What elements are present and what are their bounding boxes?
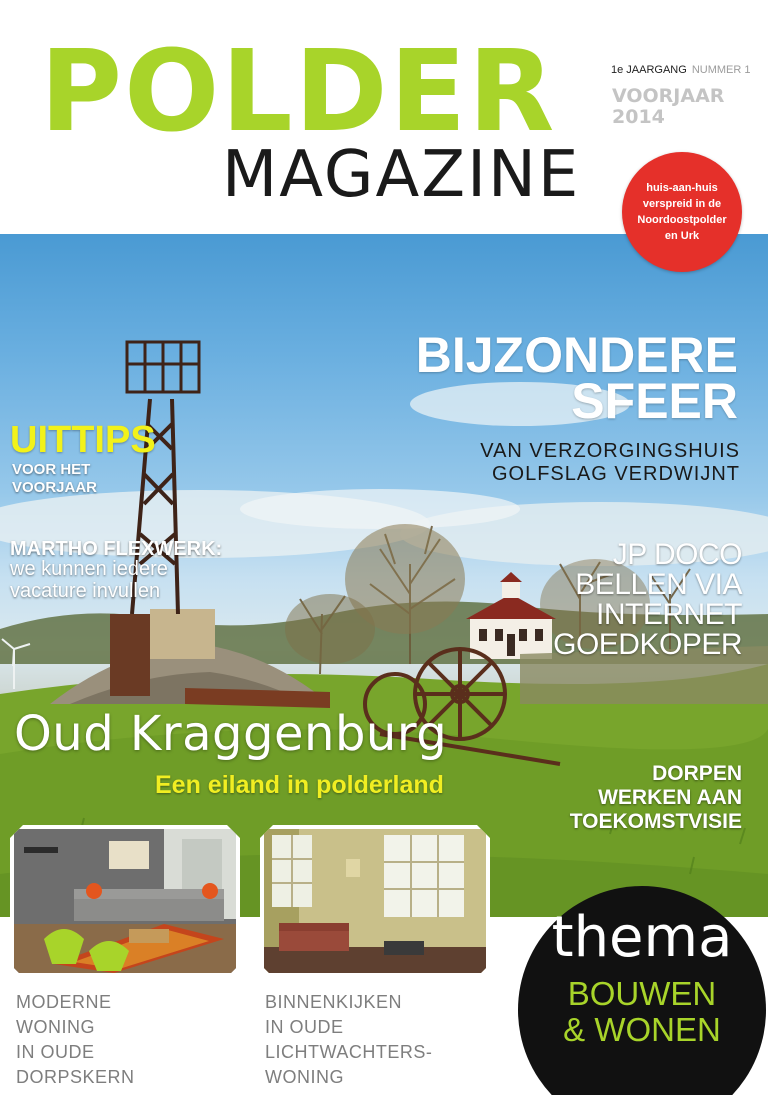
feature-headline-jp-doco (553, 540, 742, 660)
feature-headline-uittips: UITTIPS (10, 419, 156, 461)
subheadline-line: VAN VERZORGINGSHUIS (480, 440, 740, 462)
volume-label: 1e JAARGANG (611, 64, 687, 76)
season-label: VOORJAAR (612, 85, 725, 107)
badge-line: en Urk (664, 230, 700, 242)
feature-caption-lichtwachter (265, 990, 432, 1090)
caption-line: IN OUDE (265, 1017, 344, 1037)
thema-topic-line: BOUWEN (567, 975, 717, 1012)
feature-subheadline-uittips (12, 461, 97, 497)
season-year: 2014 (612, 106, 665, 128)
subheadline-line: VOORJAAR (12, 479, 98, 496)
headline-line: TOEKOMSTVISIE (569, 810, 742, 833)
caption-line: WONING (16, 1017, 95, 1037)
interior-photo-modern (10, 825, 240, 977)
feature-headline-martho: MARTHO FLEXWERK: (10, 538, 223, 560)
feature-caption-modern (16, 990, 135, 1090)
caption-line: IN OUDE (16, 1042, 95, 1062)
headline-line: JP DOCO (612, 538, 742, 571)
feature-headline-dorpen (570, 762, 742, 834)
headline-line: SFEER (571, 373, 738, 429)
headline-line: DORPEN (652, 762, 742, 785)
distribution-badge (622, 152, 742, 272)
thema-topic (518, 976, 766, 1048)
caption-line: BINNENKIJKEN (265, 992, 403, 1012)
cover-story-headline: Oud Kraggenburg (14, 706, 448, 762)
caption-line: WONING (265, 1067, 344, 1087)
headline-line: BIJZONDERE (415, 327, 738, 383)
caption-line: MODERNE (16, 992, 112, 1012)
headline-line: GOEDKOPER (553, 628, 742, 661)
caption-line: LICHTWACHTERS- (265, 1042, 433, 1062)
magazine-subtitle: MAGAZINE (222, 138, 581, 212)
badge-line: huis-aan-huis (646, 182, 718, 194)
headline-line: BELLEN VIA (575, 568, 742, 601)
subheadline-line: we kunnen iedere (10, 558, 168, 580)
feature-subheadline-bijzondere (480, 440, 740, 486)
interior-photo-lichtwachter (260, 825, 490, 977)
subheadline-line: vacature invullen (10, 580, 161, 602)
living-room-image (14, 829, 236, 973)
feature-subheadline-martho (10, 558, 168, 602)
thema-badge (518, 886, 766, 1095)
thema-word: thema (551, 905, 733, 970)
subheadline-line: VOOR HET (12, 461, 91, 478)
badge-line: Noordoostpolder (637, 214, 727, 226)
subheadline-line: GOLFSLAG VERDWIJNT (491, 463, 740, 485)
badge-line: verspreid in de (642, 198, 722, 210)
feature-headline-bijzondere (415, 327, 738, 429)
thema-topic-line: & WONEN (563, 1011, 721, 1048)
headline-line: WERKEN AAN (598, 786, 742, 809)
issue-number: NUMMER 1 (691, 64, 751, 76)
issue-season (612, 86, 724, 128)
issue-info (611, 64, 750, 76)
cover-story-subheadline: Een eiland in polderland (155, 771, 444, 799)
keeper-room-image (264, 829, 486, 973)
magazine-title: POLDER (40, 27, 557, 157)
caption-line: DORPSKERN (16, 1067, 135, 1087)
headline-line: INTERNET (596, 598, 742, 631)
